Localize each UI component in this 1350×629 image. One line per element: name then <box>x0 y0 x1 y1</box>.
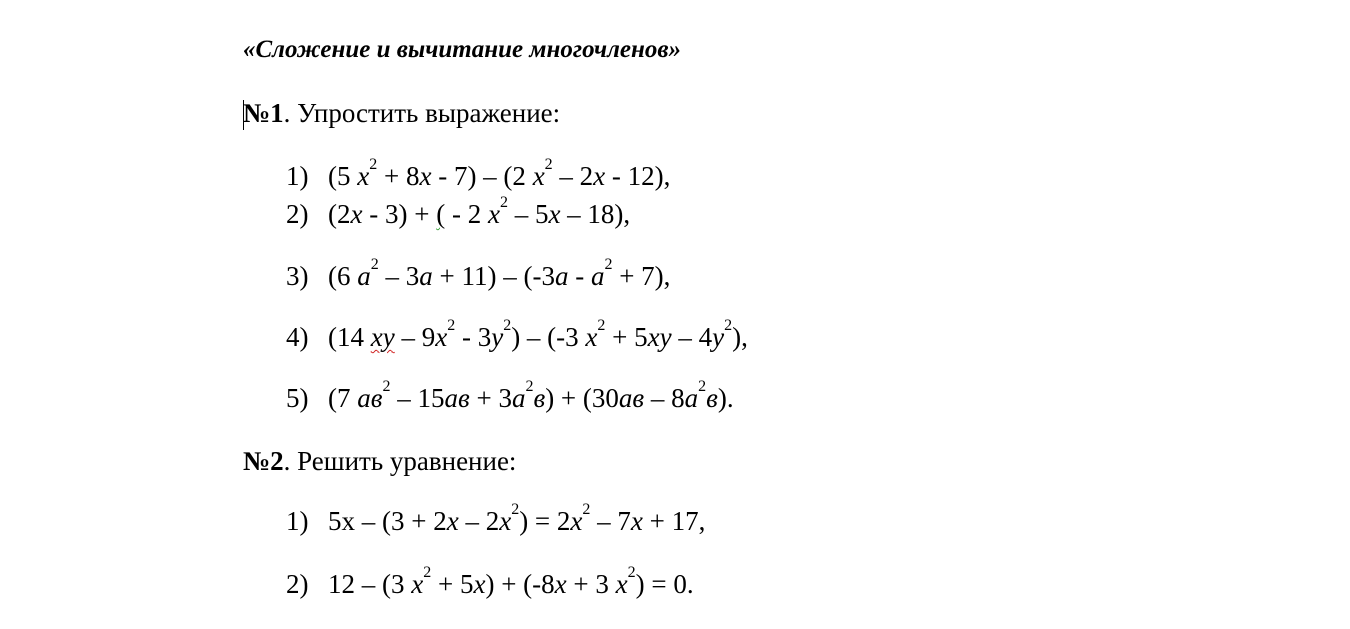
equation: $5x - (3 + 2x - 2x^2) = 2x^2 - 7x + 17$, <box>328 501 706 536</box>
expression: (14 xy – $9x^2 - 3y^2) - (-3$ $x^2 + 5xy - 4y^2$), <box>328 317 748 352</box>
task-1-number: №1 <box>243 98 284 128</box>
task-1-heading <box>243 98 560 129</box>
task-2-text: . Решить уравнение: <box>283 446 517 476</box>
spellcheck-mark: xy <box>370 322 395 352</box>
document-title: «Сложение и вычитание многочленов» <box>243 36 682 63</box>
task-1-text: . Упростить выражение: <box>283 98 561 128</box>
item-index: 4) <box>286 322 309 352</box>
item-index: 1) <box>286 161 309 191</box>
task-1-item-4 <box>286 317 748 353</box>
item-index: 2) <box>286 199 309 229</box>
task-2-item-1 <box>286 501 706 537</box>
task-1-item-1 <box>286 156 671 192</box>
equation: 12 – (3 $x^2 + 5x) + (-8x + 3$ $x^2) = 0$. <box>328 564 694 599</box>
expression: (2x - 3) + ( - 2 $x^2 - 5x - 18$), <box>328 194 631 229</box>
task-2-heading <box>243 446 516 477</box>
task-2-item-2 <box>286 564 694 600</box>
expression: (7 $ав^2 - 15ав + 3а^2в) + (30ав - 8а^2в)$. <box>328 378 734 413</box>
item-index: 1) <box>286 506 309 536</box>
item-index: 5) <box>286 383 309 413</box>
item-index: 2) <box>286 569 309 599</box>
expression: (5 $x^2 + 8x - 7) - (2$ $x^2 - 2x - 12$), <box>328 156 671 191</box>
task-1-item-5 <box>286 378 734 414</box>
task-2-number: №2 <box>243 446 284 476</box>
task-1-item-3 <box>286 256 671 292</box>
spellcheck-mark: ( <box>436 199 446 229</box>
item-index: 3) <box>286 261 309 291</box>
expression: (6 $a^2 - 3a + 11) - (-3a - a^2 + 7)$, <box>328 256 671 291</box>
task-1-item-2 <box>286 194 631 230</box>
